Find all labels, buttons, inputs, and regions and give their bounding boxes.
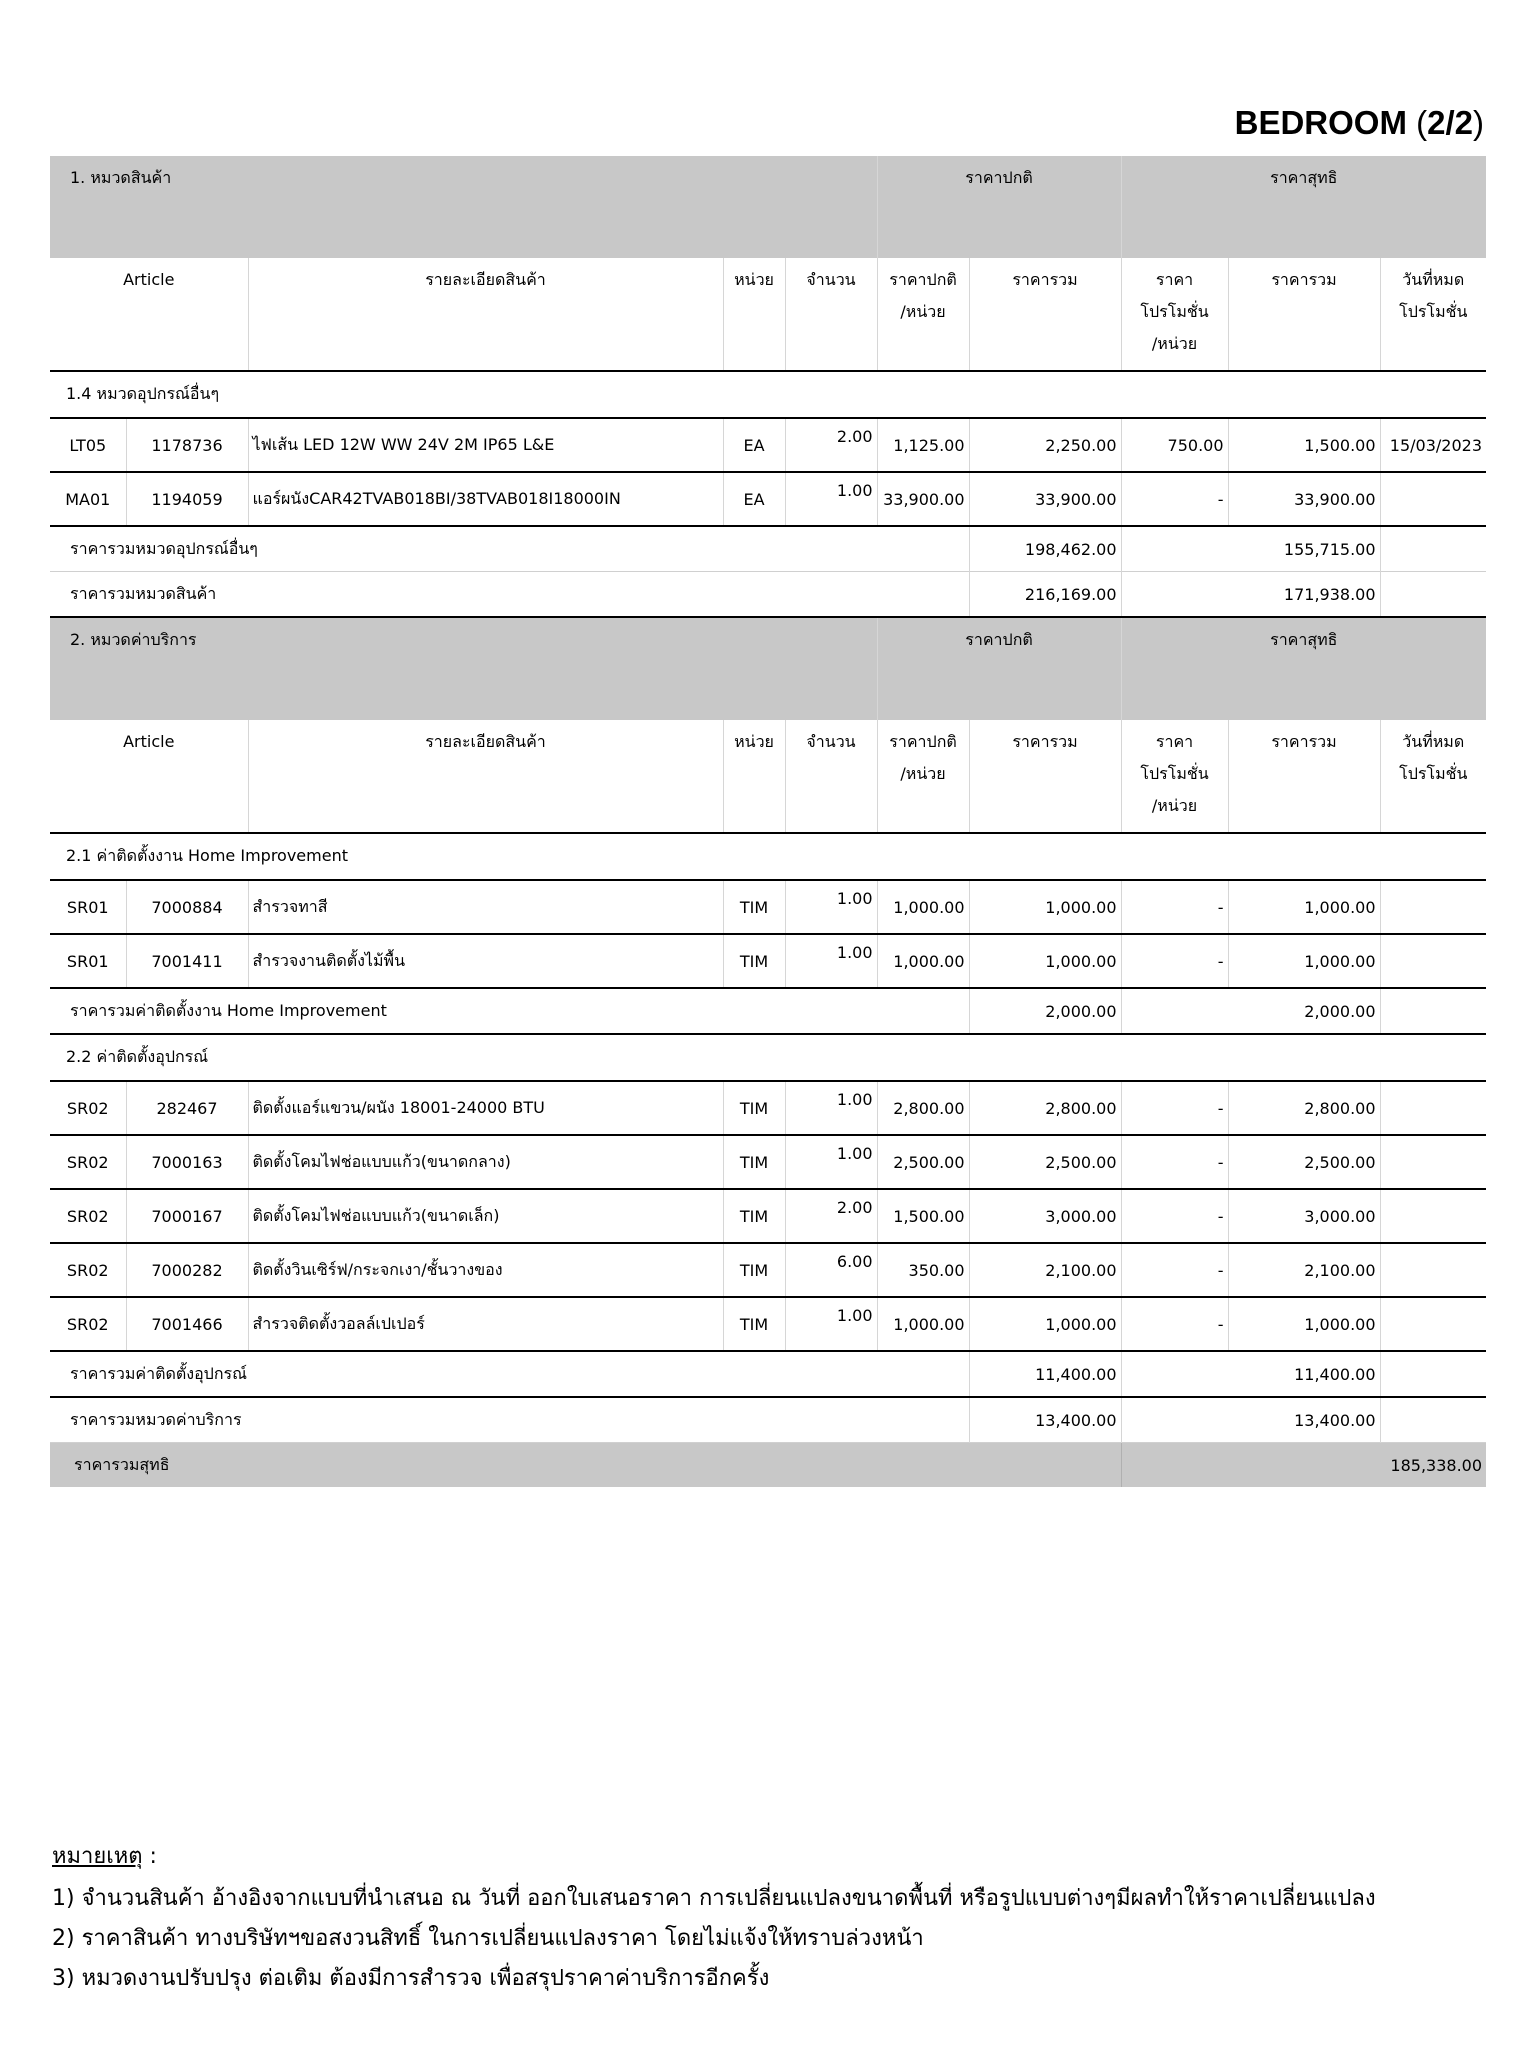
item-unit-price: 33,900.00 (877, 472, 969, 526)
item-unit: TIM (723, 934, 785, 988)
item-promo-end (1380, 1243, 1486, 1297)
item-promo-price: 750.00 (1121, 418, 1228, 472)
page-title (1235, 104, 1484, 142)
item-code: SR02 (66, 1152, 109, 1172)
promo-price-header (1121, 720, 1228, 833)
item-total: 2,500.00 (969, 1135, 1121, 1189)
subtotal-row (50, 526, 1486, 572)
section-total-net: 171,938.00 (1283, 584, 1376, 604)
item-promo-total: 2,500.00 (1228, 1135, 1380, 1189)
item-promo-end (1380, 1081, 1486, 1135)
item-unit-price: 1,000.00 (877, 1297, 969, 1351)
qty-header: จำนวน (785, 258, 877, 371)
item-total: 1,000.00 (969, 1297, 1121, 1351)
section-total-row (50, 1397, 1486, 1443)
title-paren-close: ) (1473, 104, 1484, 141)
subtotal-row (50, 1351, 1486, 1397)
item-article: 282467 (126, 1081, 248, 1135)
promo-end-header-line1: วันที่หมด (1402, 270, 1465, 289)
item-code: SR02 (66, 1314, 109, 1334)
item-code: SR01 (66, 951, 109, 971)
item-promo-total: 3,000.00 (1228, 1189, 1380, 1243)
item-description: ติดตั้งวินเซิร์ฟ/กระจกเงา/ชั้นวางของ (248, 1243, 723, 1297)
promo-end-header (1380, 258, 1486, 371)
column-header-row (50, 258, 1486, 371)
item-unit: TIM (723, 1189, 785, 1243)
item-qty: 1.00 (785, 1081, 877, 1135)
section-title: 1. หมวดสินค้า (50, 156, 877, 258)
item-row (50, 418, 1486, 472)
item-code: LT05 (69, 435, 107, 455)
item-promo-price: - (1121, 1081, 1228, 1135)
item-qty: 1.00 (785, 1135, 877, 1189)
unit-header: หน่วย (723, 258, 785, 371)
item-unit-price: 1,125.00 (877, 418, 969, 472)
item-unit: TIM (723, 1243, 785, 1297)
subtotal-net: 11,400.00 (1294, 1364, 1376, 1384)
item-description: สำรวจติดตั้งวอลล์เปเปอร์ (248, 1297, 723, 1351)
section-total-label: ราคารวมหมวดค่าบริการ (70, 1409, 242, 1429)
column-header-row (50, 720, 1486, 833)
item-description: ติดตั้งโคมไฟช่อแบบแก้ว(ขนาดเล็ก) (248, 1189, 723, 1243)
unit-price-header (877, 258, 969, 371)
item-unit-price: 2,500.00 (877, 1135, 969, 1189)
item-row (50, 1135, 1486, 1189)
promo-total-header: ราคารวม (1228, 258, 1380, 371)
promo-end-header-line1: วันที่หมด (1402, 732, 1465, 751)
item-qty: 1.00 (785, 1297, 877, 1351)
subsection-row (50, 1034, 1486, 1081)
item-promo-price: - (1121, 1189, 1228, 1243)
item-code: MA01 (65, 489, 111, 509)
promo-price-header-line1: ราคา (1155, 270, 1194, 289)
item-promo-total: 1,500.00 (1228, 418, 1380, 472)
item-unit: TIM (723, 1081, 785, 1135)
item-article: 7000167 (126, 1189, 248, 1243)
title-main: BEDROOM (1234, 104, 1417, 141)
item-description: ไฟเส้น LED 12W WW 24V 2M IP65 L&E (248, 418, 723, 472)
item-promo-total: 1,000.00 (1228, 934, 1380, 988)
title-page-number: 2/2 (1427, 104, 1473, 141)
description-header: รายละเอียดสินค้า (248, 720, 723, 833)
subtotal-normal: 198,462.00 (969, 526, 1121, 572)
item-qty: 2.00 (785, 418, 877, 472)
section-total-net: 13,400.00 (1294, 1410, 1376, 1430)
item-total: 2,100.00 (969, 1243, 1121, 1297)
subtotal-label: ราคารวมค่าติดตั้งอุปกรณ์ (70, 1363, 247, 1383)
item-article: 7001466 (126, 1297, 248, 1351)
total-header: ราคารวม (969, 258, 1121, 371)
promo-end-header (1380, 720, 1486, 833)
item-promo-end: 15/03/2023 (1380, 418, 1486, 472)
item-promo-end (1380, 472, 1486, 526)
item-unit-price: 2,800.00 (877, 1081, 969, 1135)
promo-price-header (1121, 258, 1228, 371)
total-header: ราคารวม (969, 720, 1121, 833)
subtotal-normal: 11,400.00 (969, 1351, 1121, 1397)
promo-price-header-line2: โปรโมชั่น (1140, 302, 1209, 321)
subsection-title: 2.2 ค่าติดตั้งอุปกรณ์ (66, 1047, 209, 1066)
item-code: SR02 (66, 1260, 109, 1280)
item-promo-price: - (1121, 880, 1228, 934)
item-promo-total: 2,100.00 (1228, 1243, 1380, 1297)
item-promo-total: 1,000.00 (1228, 880, 1380, 934)
title-paren-open: ( (1416, 104, 1428, 141)
net-price-header: ราคาสุทธิ (1121, 617, 1486, 720)
unit-price-header-line1: ราคาปกติ (889, 270, 957, 289)
item-unit: TIM (723, 1297, 785, 1351)
item-unit-price: 1,000.00 (877, 880, 969, 934)
grand-total-row (50, 1443, 1486, 1488)
item-promo-end (1380, 1189, 1486, 1243)
subtotal-normal: 2,000.00 (969, 988, 1121, 1034)
item-promo-end (1380, 880, 1486, 934)
subsection-title: 1.4 หมวดอุปกรณ์อื่นๆ (66, 384, 220, 403)
net-price-header: ราคาสุทธิ (1121, 156, 1486, 258)
section-total-label: ราคารวมหมวดสินค้า (70, 583, 217, 603)
item-qty: 1.00 (785, 934, 877, 988)
unit-price-header-line1: ราคาปกติ (889, 732, 957, 751)
subsection-row (50, 833, 1486, 880)
section-total-normal: 216,169.00 (969, 572, 1121, 618)
item-code: SR01 (66, 897, 109, 917)
promo-price-header-line1: ราคา (1155, 732, 1194, 751)
item-unit-price: 1,500.00 (877, 1189, 969, 1243)
item-description: ติดตั้งโคมไฟช่อแบบแก้ว(ขนาดกลาง) (248, 1135, 723, 1189)
item-row (50, 1297, 1486, 1351)
item-row (50, 880, 1486, 934)
item-article: 7000163 (126, 1135, 248, 1189)
item-total: 2,250.00 (969, 418, 1121, 472)
qty-header: จำนวน (785, 720, 877, 833)
item-description: แอร์ผนังCAR42TVAB018BI/38TVAB018I18000IN (248, 472, 723, 526)
item-promo-total: 33,900.00 (1228, 472, 1380, 526)
item-code: SR02 (66, 1098, 109, 1118)
item-promo-price: - (1121, 1297, 1228, 1351)
item-unit: EA (723, 418, 785, 472)
subtotal-label: ราคารวมหมวดอุปกรณ์อื่นๆ (70, 538, 258, 558)
normal-price-header: ราคาปกติ (877, 617, 1121, 720)
section-header (50, 617, 1486, 720)
subtotal-net: 155,715.00 (1283, 539, 1376, 559)
promo-total-header: ราคารวม (1228, 720, 1380, 833)
notes-section (52, 1838, 1376, 1993)
item-qty: 2.00 (785, 1189, 877, 1243)
item-total: 1,000.00 (969, 934, 1121, 988)
item-article: 7001411 (126, 934, 248, 988)
subtotal-net: 2,000.00 (1304, 1001, 1376, 1021)
description-header: รายละเอียดสินค้า (248, 258, 723, 371)
section-total-normal: 13,400.00 (969, 1397, 1121, 1443)
item-promo-end (1380, 1297, 1486, 1351)
item-promo-total: 2,800.00 (1228, 1081, 1380, 1135)
item-description: สำรวจทาสี (248, 880, 723, 934)
item-total: 2,800.00 (969, 1081, 1121, 1135)
item-qty: 1.00 (785, 880, 877, 934)
item-total: 1,000.00 (969, 880, 1121, 934)
item-unit-price: 350.00 (877, 1243, 969, 1297)
item-promo-price: - (1121, 472, 1228, 526)
subtotal-label: ราคารวมค่าติดตั้งงาน Home Improvement (70, 1000, 387, 1020)
item-unit: EA (723, 472, 785, 526)
notes-colon: : (142, 1844, 157, 1869)
item-row (50, 472, 1486, 526)
promo-price-header-line3: /หน่วย (1151, 796, 1198, 815)
item-promo-end (1380, 934, 1486, 988)
promo-price-header-line3: /หน่วย (1151, 334, 1198, 353)
item-unit: TIM (723, 1135, 785, 1189)
grand-total-value: 185,338.00 (1121, 1443, 1486, 1488)
item-article: 1194059 (126, 472, 248, 526)
section-header (50, 156, 1486, 258)
item-row (50, 1081, 1486, 1135)
item-total: 3,000.00 (969, 1189, 1121, 1243)
unit-price-header-line2: /หน่วย (900, 302, 946, 321)
promo-end-header-line2: โปรโมชั่น (1399, 764, 1468, 783)
item-promo-total: 1,000.00 (1228, 1297, 1380, 1351)
item-description: ติดตั้งแอร์แขวน/ผนัง 18001-24000 BTU (248, 1081, 723, 1135)
article-header: Article (123, 270, 175, 289)
subtotal-row (50, 988, 1486, 1034)
item-article: 7000884 (126, 880, 248, 934)
item-code: SR02 (66, 1206, 109, 1226)
item-promo-price: - (1121, 1243, 1228, 1297)
item-promo-price: - (1121, 1135, 1228, 1189)
item-total: 33,900.00 (969, 472, 1121, 526)
item-qty: 1.00 (785, 472, 877, 526)
note-line: 3) หมวดงานปรับปรุง ต่อเติม ต้องมีการสำรวจ เพื่อสรุปราคาค่าบริการอีกครั้ง (52, 1966, 770, 1991)
item-unit: TIM (723, 880, 785, 934)
note-line: 2) ราคาสินค้า ทางบริษัทฯขอสงวนสิทธิ์ ในการเปลี่ยนแปลงราคา โดยไม่แจ้งให้ทราบล่วงหน้า (52, 1926, 924, 1951)
normal-price-header: ราคาปกติ (877, 156, 1121, 258)
item-qty: 6.00 (785, 1243, 877, 1297)
notes-heading: หมายเหตุ (52, 1844, 143, 1869)
section-title: 2. หมวดค่าบริการ (50, 617, 877, 720)
subsection-row (50, 371, 1486, 418)
item-promo-price: - (1121, 934, 1228, 988)
item-row (50, 1243, 1486, 1297)
article-header: Article (123, 732, 175, 751)
item-row (50, 934, 1486, 988)
item-article: 1178736 (126, 418, 248, 472)
promo-price-header-line2: โปรโมชั่น (1140, 764, 1209, 783)
subsection-title: 2.1 ค่าติดตั้งงาน Home Improvement (66, 846, 348, 865)
item-description: สำรวจงานติดตั้งไม้พื้น (248, 934, 723, 988)
unit-price-header (877, 720, 969, 833)
item-unit-price: 1,000.00 (877, 934, 969, 988)
grand-total-label: ราคารวมสุทธิ (50, 1443, 1121, 1488)
unit-header: หน่วย (723, 720, 785, 833)
section-total-row (50, 572, 1486, 618)
promo-end-header-line2: โปรโมชั่น (1399, 302, 1468, 321)
quotation-table (50, 156, 1486, 1487)
item-article: 7000282 (126, 1243, 248, 1297)
note-line: 1) จำนวนสินค้า อ้างอิงจากแบบที่นำเสนอ ณ วันที่ ออกใบเสนอราคา การเปลี่ยนแปลงขนาดพื้นที่ หรือรูปแบบต่างๆมีผลทำให้ราคาเปลี่ยนแปลง (52, 1886, 1376, 1911)
item-row (50, 1189, 1486, 1243)
unit-price-header-line2: /หน่วย (900, 764, 946, 783)
item-promo-end (1380, 1135, 1486, 1189)
